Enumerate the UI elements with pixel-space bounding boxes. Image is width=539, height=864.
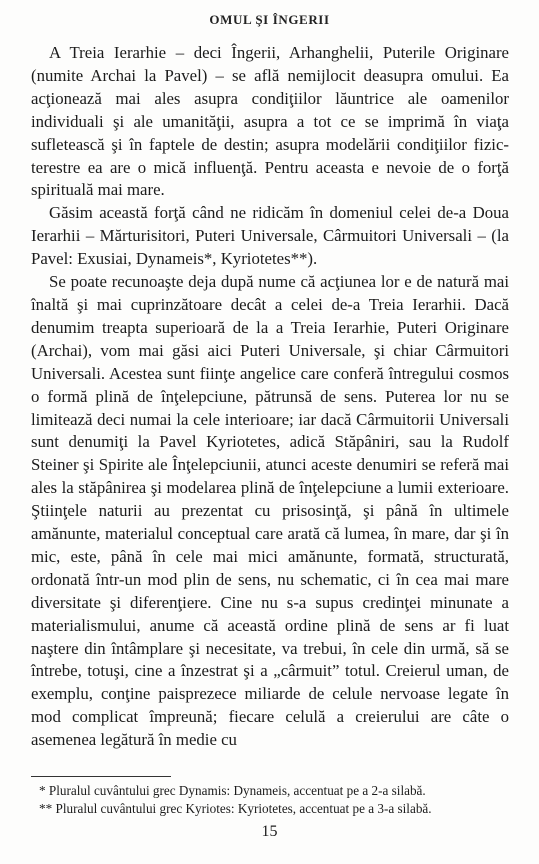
- paragraph-3: Se poate recunoaşte deja după nume că acţiunea lor e de natură mai înaltă şi mai cuprinzătoare decât a celei de-a Treia Ierarhii. Dacă denumim treapta superioară de la a Treia Ierarhie, Puteri Originare (Archai), vom mai găsi aici Puteri Universale, şi chiar Cârmuitori Universali. Acestea sunt fiinţe angelice care conferă întregului cosmos o formă plină de înţelepciune, pătrunsă de sens. Puterea lor nu se limitează deci numai la cele interioare; iar dacă Cârmuitorii Universali sunt denumiţi la Pavel Kyriotetes, adică Stăpâniri, sau la Rudolf Steiner şi Spirite ale Înţelepciunii, atunci aceste denumiri se referă mai ales la stăpânirea şi modelarea plină de înţelepciune a lumii exterioare. Ştiinţele naturii au prezentat cu prisosinţă, şi până în ultimele amănunte, materialul conceptual care arată că lumea, în mare, dar şi în mic, este, până în cele mai mici amănunte, formată, structurată, ordonată într-un mod plin de sens, nu schematic, ci în cea mai mare diversitate şi diferenţiere. Cine nu s-a supus credinţei minunate a materialismului, anume că această ordine plină de sens ar fi luat naştere din întâmplare şi necesitate, va trebui, în cele din urmă, să se întrebe, totuşi, cine a înzestrat şi a „cârmuit” totul. Creierul uman, de exemplu, conţine paisprezece miliarde de celule nervoase legate în mod complicat împreună; fiecare celulă a creierului are câte o asemenea legătură în medie cu: [31, 272, 509, 750]
- footnote-2: ** Pluralul cuvântului grec Kyriotes: Kyriotetes, accentuat pe a 3-a silabă.: [39, 801, 432, 816]
- footnotes: [31, 782, 509, 818]
- running-head: OMUL ŞI ÎNGERII: [209, 12, 330, 27]
- body-text: [31, 42, 509, 752]
- paragraph-1: A Treia Ierarhie – deci Îngerii, Arhanghelii, Puterile Originare (numite Archai la Pavel) – se află nemijlocit deasupra omului. Ea acţionează mai ales asupra condiţiilor lăuntrice ale oamenilor individuali şi ale umanităţii, asupra a tot ce se imprimă în viaţa sufletească şi în faptele de destin; asupra modelării condiţiilor fizic-terestre ea are o mică influenţă. Pentru aceasta e nevoie de o forţă spirituală mai mare.: [31, 43, 509, 200]
- footnote-divider: [31, 776, 171, 777]
- page-number: 15: [261, 823, 278, 840]
- footnote-1: * Pluralul cuvântului grec Dynamis: Dynameis, accentuat pe a 2-a silabă.: [39, 783, 426, 798]
- paragraph-2: Găsim această forţă când ne ridicăm în domeniul celei de-a Doua Ierarhii – Mărturisitori, Puteri Universale, Cârmuitori Universali – (la Pavel: Exusiai, Dynameis*, Kyriotetes**).: [31, 203, 509, 269]
